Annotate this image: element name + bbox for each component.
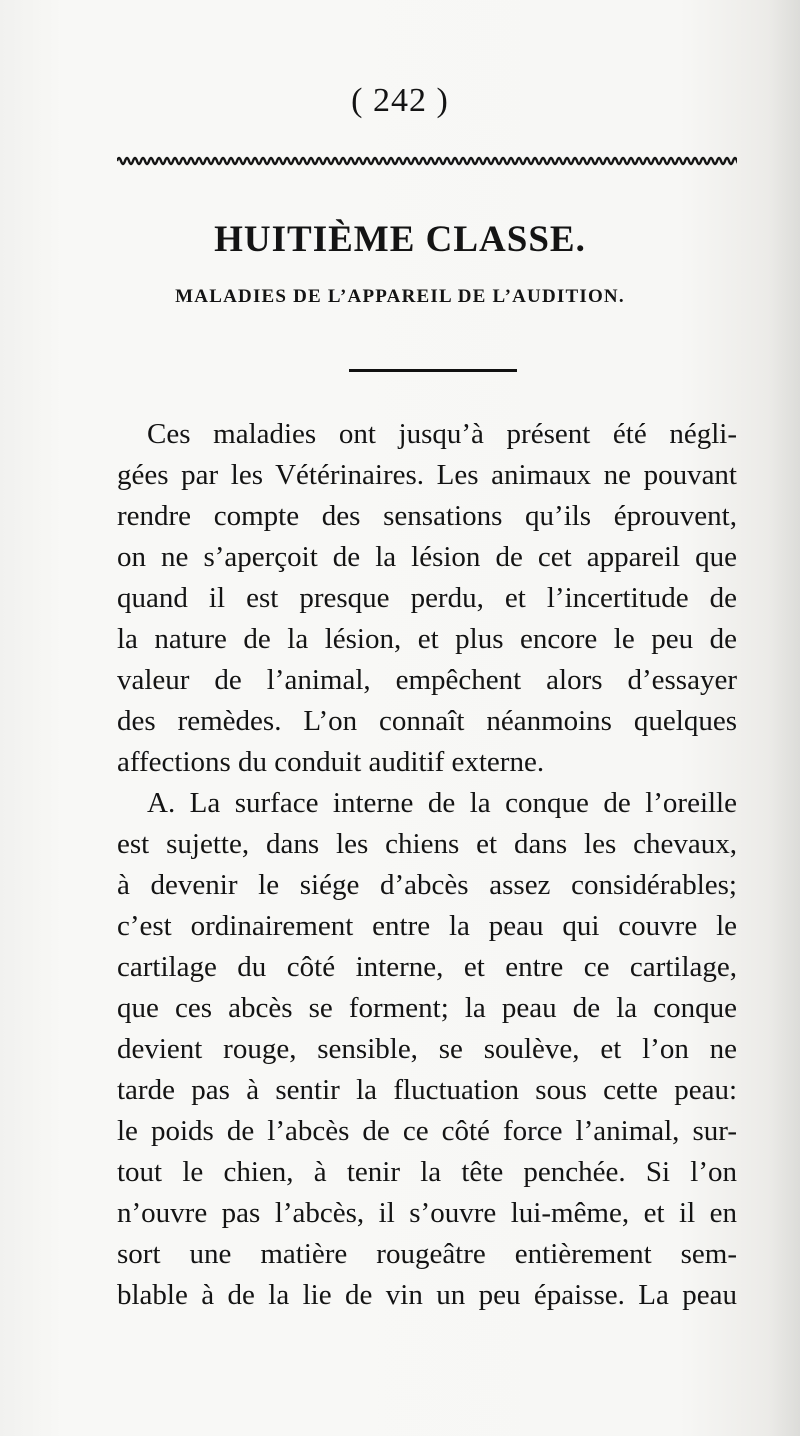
page-number: ( 242 ) — [351, 82, 449, 119]
text-line: le poids de l’abcès de ce côté force l’animal, sur- — [117, 1115, 737, 1147]
text-line: devient rouge, sensible, se soulève, et l’on ne — [117, 1033, 737, 1065]
text-line: on ne s’aperçoit de la lésion de cet appareil que — [117, 541, 737, 573]
text-line: sort une matière rougeâtre entièrement sem- — [117, 1238, 737, 1270]
text-line: blable à de la lie de vin un peu épaisse. La peau — [117, 1279, 737, 1311]
decorative-ornament-rule — [117, 150, 737, 172]
text-line: rendre compte des sensations qu’ils éprouvent, — [117, 500, 737, 532]
text-line: tout le chien, à tenir la tête penchée. Si l’on — [117, 1156, 737, 1188]
text-line: valeur de l’animal, empêchent alors d’essayer — [117, 664, 737, 696]
text-line: quand il est presque perdu, et l’incertitude de — [117, 582, 737, 614]
text-line: est sujette, dans les chiens et dans les chevaux, — [117, 828, 737, 860]
text-line: gées par les Vétérinaires. Les animaux ne pouvant — [117, 459, 737, 491]
text-line: à devenir le siége d’abcès assez considérables; — [117, 869, 737, 901]
text-line: tarde pas à sentir la fluctuation sous cette peau: — [117, 1074, 737, 1106]
chapter-title: HUITIÈME CLASSE. — [214, 219, 586, 260]
text-line: n’ouvre pas l’abcès, il s’ouvre lui-même, et il en — [117, 1197, 737, 1229]
chapter-subtitle: MALADIES DE L’APPAREIL DE L’AUDITION. — [175, 286, 625, 307]
text-line: des remèdes. L’on connaît néanmoins quelques — [117, 705, 737, 737]
text-line: affections du conduit auditif externe. — [117, 746, 545, 778]
text-line: la nature de la lésion, et plus encore le peu de — [117, 623, 737, 655]
text-line: c’est ordinairement entre la peau qui couvre le — [117, 910, 737, 942]
title-separator-rule — [349, 369, 517, 372]
text-line: cartilage du côté interne, et entre ce cartilage, — [117, 951, 737, 983]
text-line: Ces maladies ont jusqu’à présent été négli- — [147, 418, 737, 450]
text-line: A. La surface interne de la conque de l’oreille — [147, 787, 737, 819]
text-line: que ces abcès se forment; la peau de la conque — [117, 992, 737, 1024]
body-text — [117, 414, 737, 1316]
